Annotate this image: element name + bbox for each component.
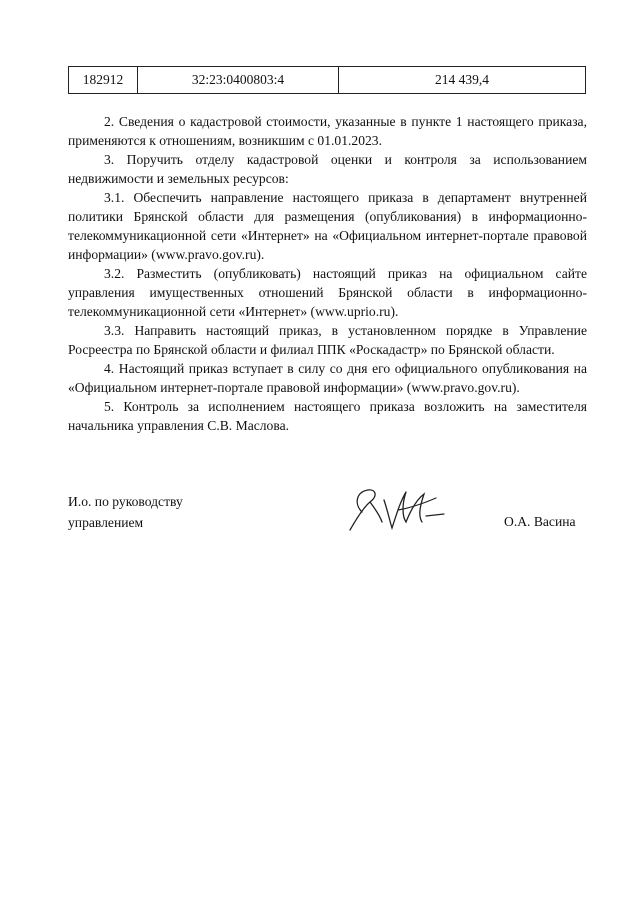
table-cell-number: 182912 <box>69 67 138 94</box>
table-cell-cadastral-value: 214 439,4 <box>339 67 586 94</box>
paragraph-3: 3. Поручить отделу кадастровой оценки и контроля за использованием недвижимости и земельных ресурсов: <box>68 152 587 186</box>
paragraph-3-1: 3.1. Обеспечить направление настоящего приказа в департамент внутренней политики Брянской области для размещения (опубликования) в информационно-телекоммуникационной сети «Интернет» на «Официальном интернет-портале правовой информации» (www.pravo.gov.ru). <box>68 190 587 262</box>
cadastral-value-table-row <box>68 66 586 94</box>
paragraph-3-3: 3.3. Направить настоящий приказ, в установленном порядке в Управление Росреестра по Брянской области и филиал ППК «Роскадастр» по Брянской области. <box>68 323 587 357</box>
signatory-name: О.А. Васина <box>504 514 576 529</box>
table-cell-cadastral-number: 32:23:0400803:4 <box>138 67 339 94</box>
handwritten-signature <box>340 482 460 538</box>
signatory-role <box>68 491 183 533</box>
table-row <box>69 67 586 94</box>
signatory-role-line1: И.о. по руководству <box>68 494 183 509</box>
paragraph-5: 5. Контроль за исполнением настоящего приказа возложить на заместителя начальника управления С.В. Маслова. <box>68 399 587 433</box>
paragraph-3-2: 3.2. Разместить (опубликовать) настоящий приказ на официальном сайте управления имущественных отношений Брянской области в информационно-телекоммуникационной сети «Интернет» (www.uprio.ru). <box>68 266 587 319</box>
order-body-text <box>68 112 587 435</box>
signatory-role-line2: управлением <box>68 515 144 530</box>
paragraph-2: 2. Сведения о кадастровой стоимости, указанные в пункте 1 настоящего приказа, применяются к отношениям, возникшим с 01.01.2023. <box>68 114 587 148</box>
paragraph-4: 4. Настоящий приказ вступает в силу со дня его официального опубликования на «Официальном интернет-портале правовой информации» (www.pravo.gov.ru). <box>68 361 587 395</box>
